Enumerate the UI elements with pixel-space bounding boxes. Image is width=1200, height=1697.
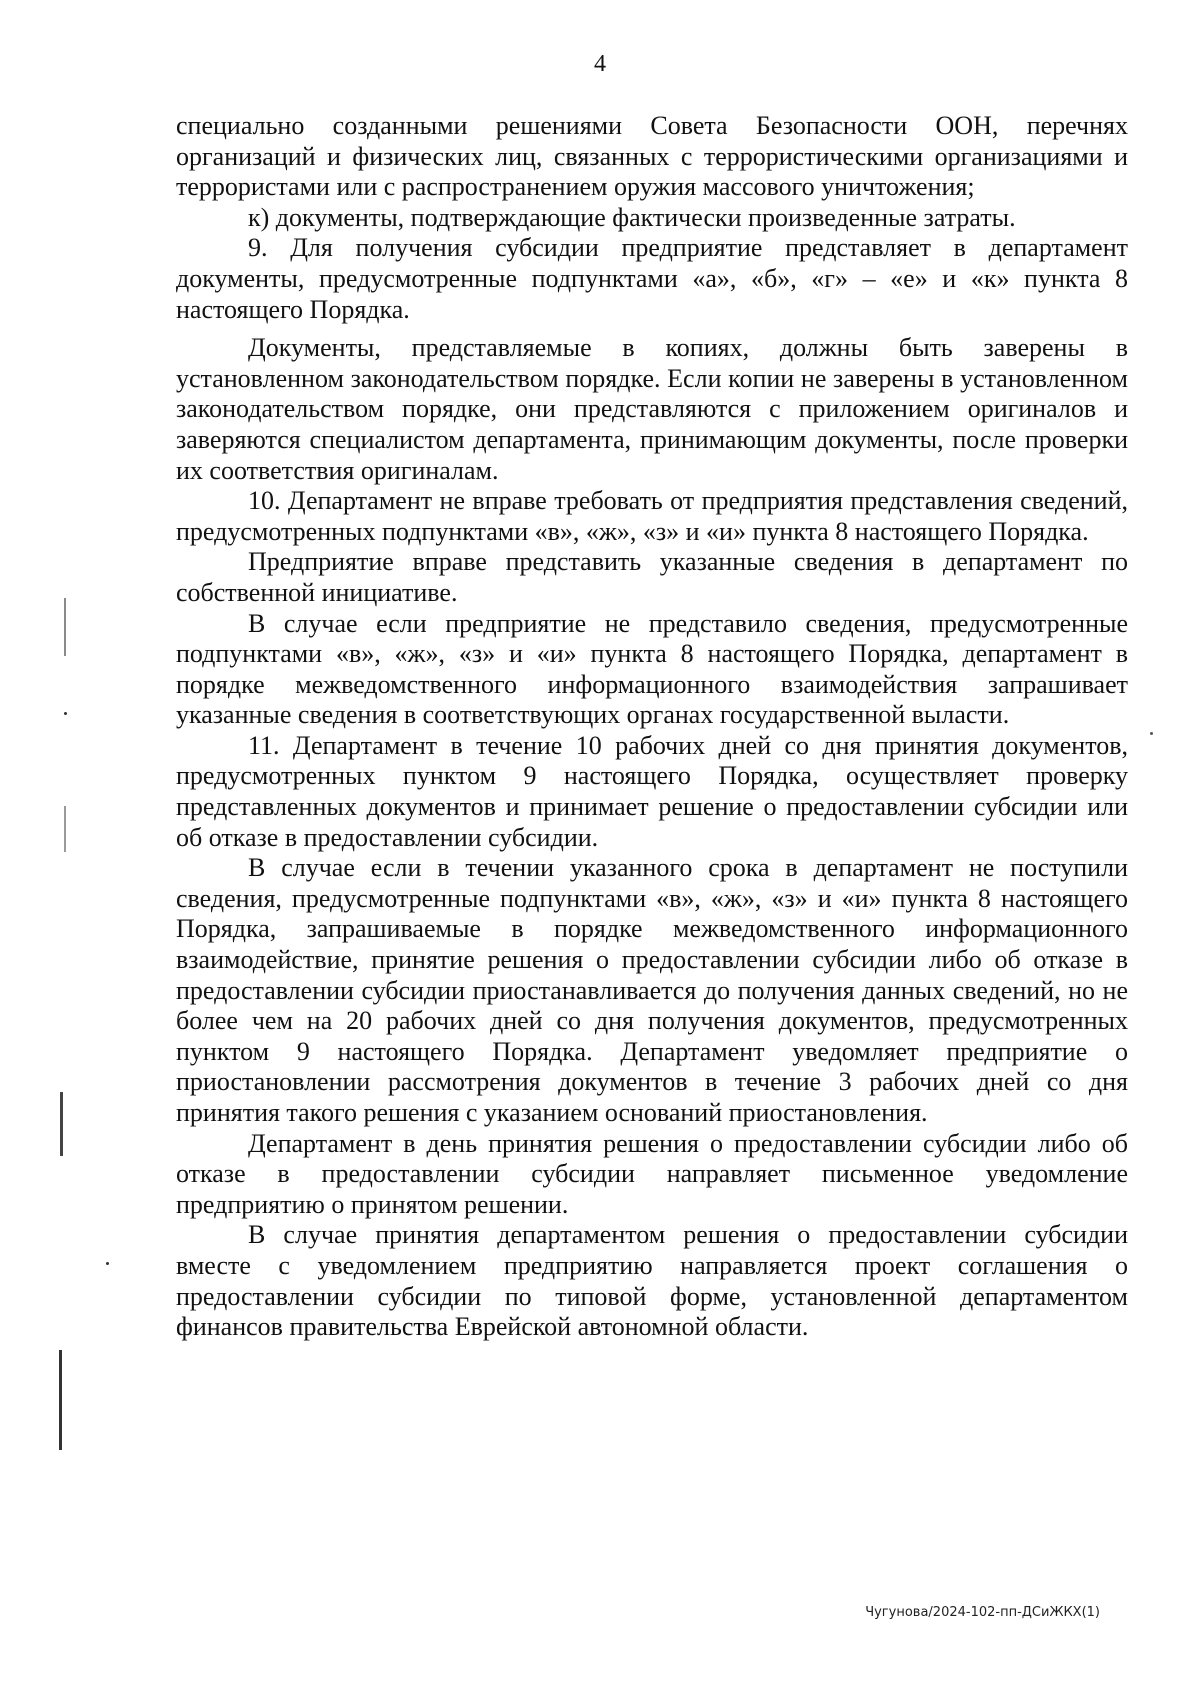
paragraph-clause-10-request: В случае если предприятие не представило сведения, предусмотренные подпунктами «в», «ж», «з» и «и» пункта 8 настоящего Порядка, департамент в порядке межведомственного информационного взаимодействия запрашивает указанные сведения в соответствующих органах государственной выласти.	[176, 608, 1128, 730]
paragraph-clause-10: 10. Департамент не вправе требовать от предприятия представления сведений, предусмотренных подпунктами «в», «ж», «з» и «и» пункта 8 настоящего Порядка.	[176, 486, 1128, 546]
document-body	[176, 111, 1128, 1343]
scan-artifact-dot	[106, 1262, 109, 1265]
paragraph-clause-10-initiative: Предприятие вправе представить указанные сведения в департамент по собственной инициативе.	[176, 547, 1128, 607]
scan-artifact-mark	[64, 598, 66, 656]
paragraph-clause-11-suspension: В случае если в течении указанного срока в департамент не поступили сведения, предусмотренные подпунктами «в», «ж», «з» и «и» пункта 8 настоящего Порядка, запрашиваемые в порядке межведомственного информационного взаимодействие, принятие решения о предоставлении субсидии либо об отказе в предоставлении субсидии приостанавливается до получения данных сведений, но не более чем на 20 рабочих дней со дня получения документов, предусмотренных пунктом 9 настоящего Порядка. Департамент уведомляет предприятие о приостановлении рассмотрения документов в течение 3 рабочих дней со дня принятия такого решения с указанием оснований приостановления.	[176, 853, 1128, 1127]
footer-document-code: Чугунова/2024-102-пп-ДСиЖКХ(1)	[865, 1605, 1100, 1620]
scan-artifact-mark	[59, 1350, 62, 1450]
scan-artifact-dot	[64, 712, 67, 715]
paragraph-clause-11-agreement: В случае принятия департаментом решения о предоставлении субсидии вместе с уведомлением предприятию направляется проект соглашения о предоставлении субсидии по типовой форме, установленной департаментом финансов правительства Еврейской автономной области.	[176, 1220, 1128, 1342]
scan-artifact-mark	[60, 1092, 63, 1156]
paragraph-continuation: специально созданными решениями Совета Безопасности ООН, перечнях организаций и физических лиц, связанных с террористическими организациями и террористами или с распространением оружия массового уничтожения;	[176, 111, 1128, 202]
paragraph-clause-11: 11. Департамент в течение 10 рабочих дней со дня принятия документов, предусмотренных пунктом 9 настоящего Порядка, осуществляет проверку представленных документов и принимает решение о предоставлении субсидии или об отказе в предоставлении субсидии.	[176, 730, 1128, 852]
scan-artifact-mark	[64, 806, 66, 852]
paragraph-clause-11-notice: Департамент в день принятия решения о предоставлении субсидии либо об отказе в предоставлении субсидии направляет письменное уведомление предприятию о принятом решении.	[176, 1128, 1128, 1219]
paragraph-clause-9: 9. Для получения субсидии предприятие представляет в департамент документы, предусмотренные подпунктами «а», «б», «г» – «е» и «к» пункта 8 настоящего Порядка.	[176, 233, 1128, 324]
paragraph-clause-9-copies: Документы, представляемые в копиях, должны быть заверены в установленном законодательством порядке. Если копии не заверены в установленном законодательством порядке, они представляются с приложением оригиналов и заверяются специалистом департамента, принимающим документы, после проверки их соответствия оригиналам.	[176, 333, 1128, 485]
scan-artifact-dot	[1150, 732, 1153, 735]
paragraph-item-k: к) документы, подтверждающие фактически произведенные затраты.	[248, 202, 1016, 232]
page-number: 4	[594, 51, 606, 77]
